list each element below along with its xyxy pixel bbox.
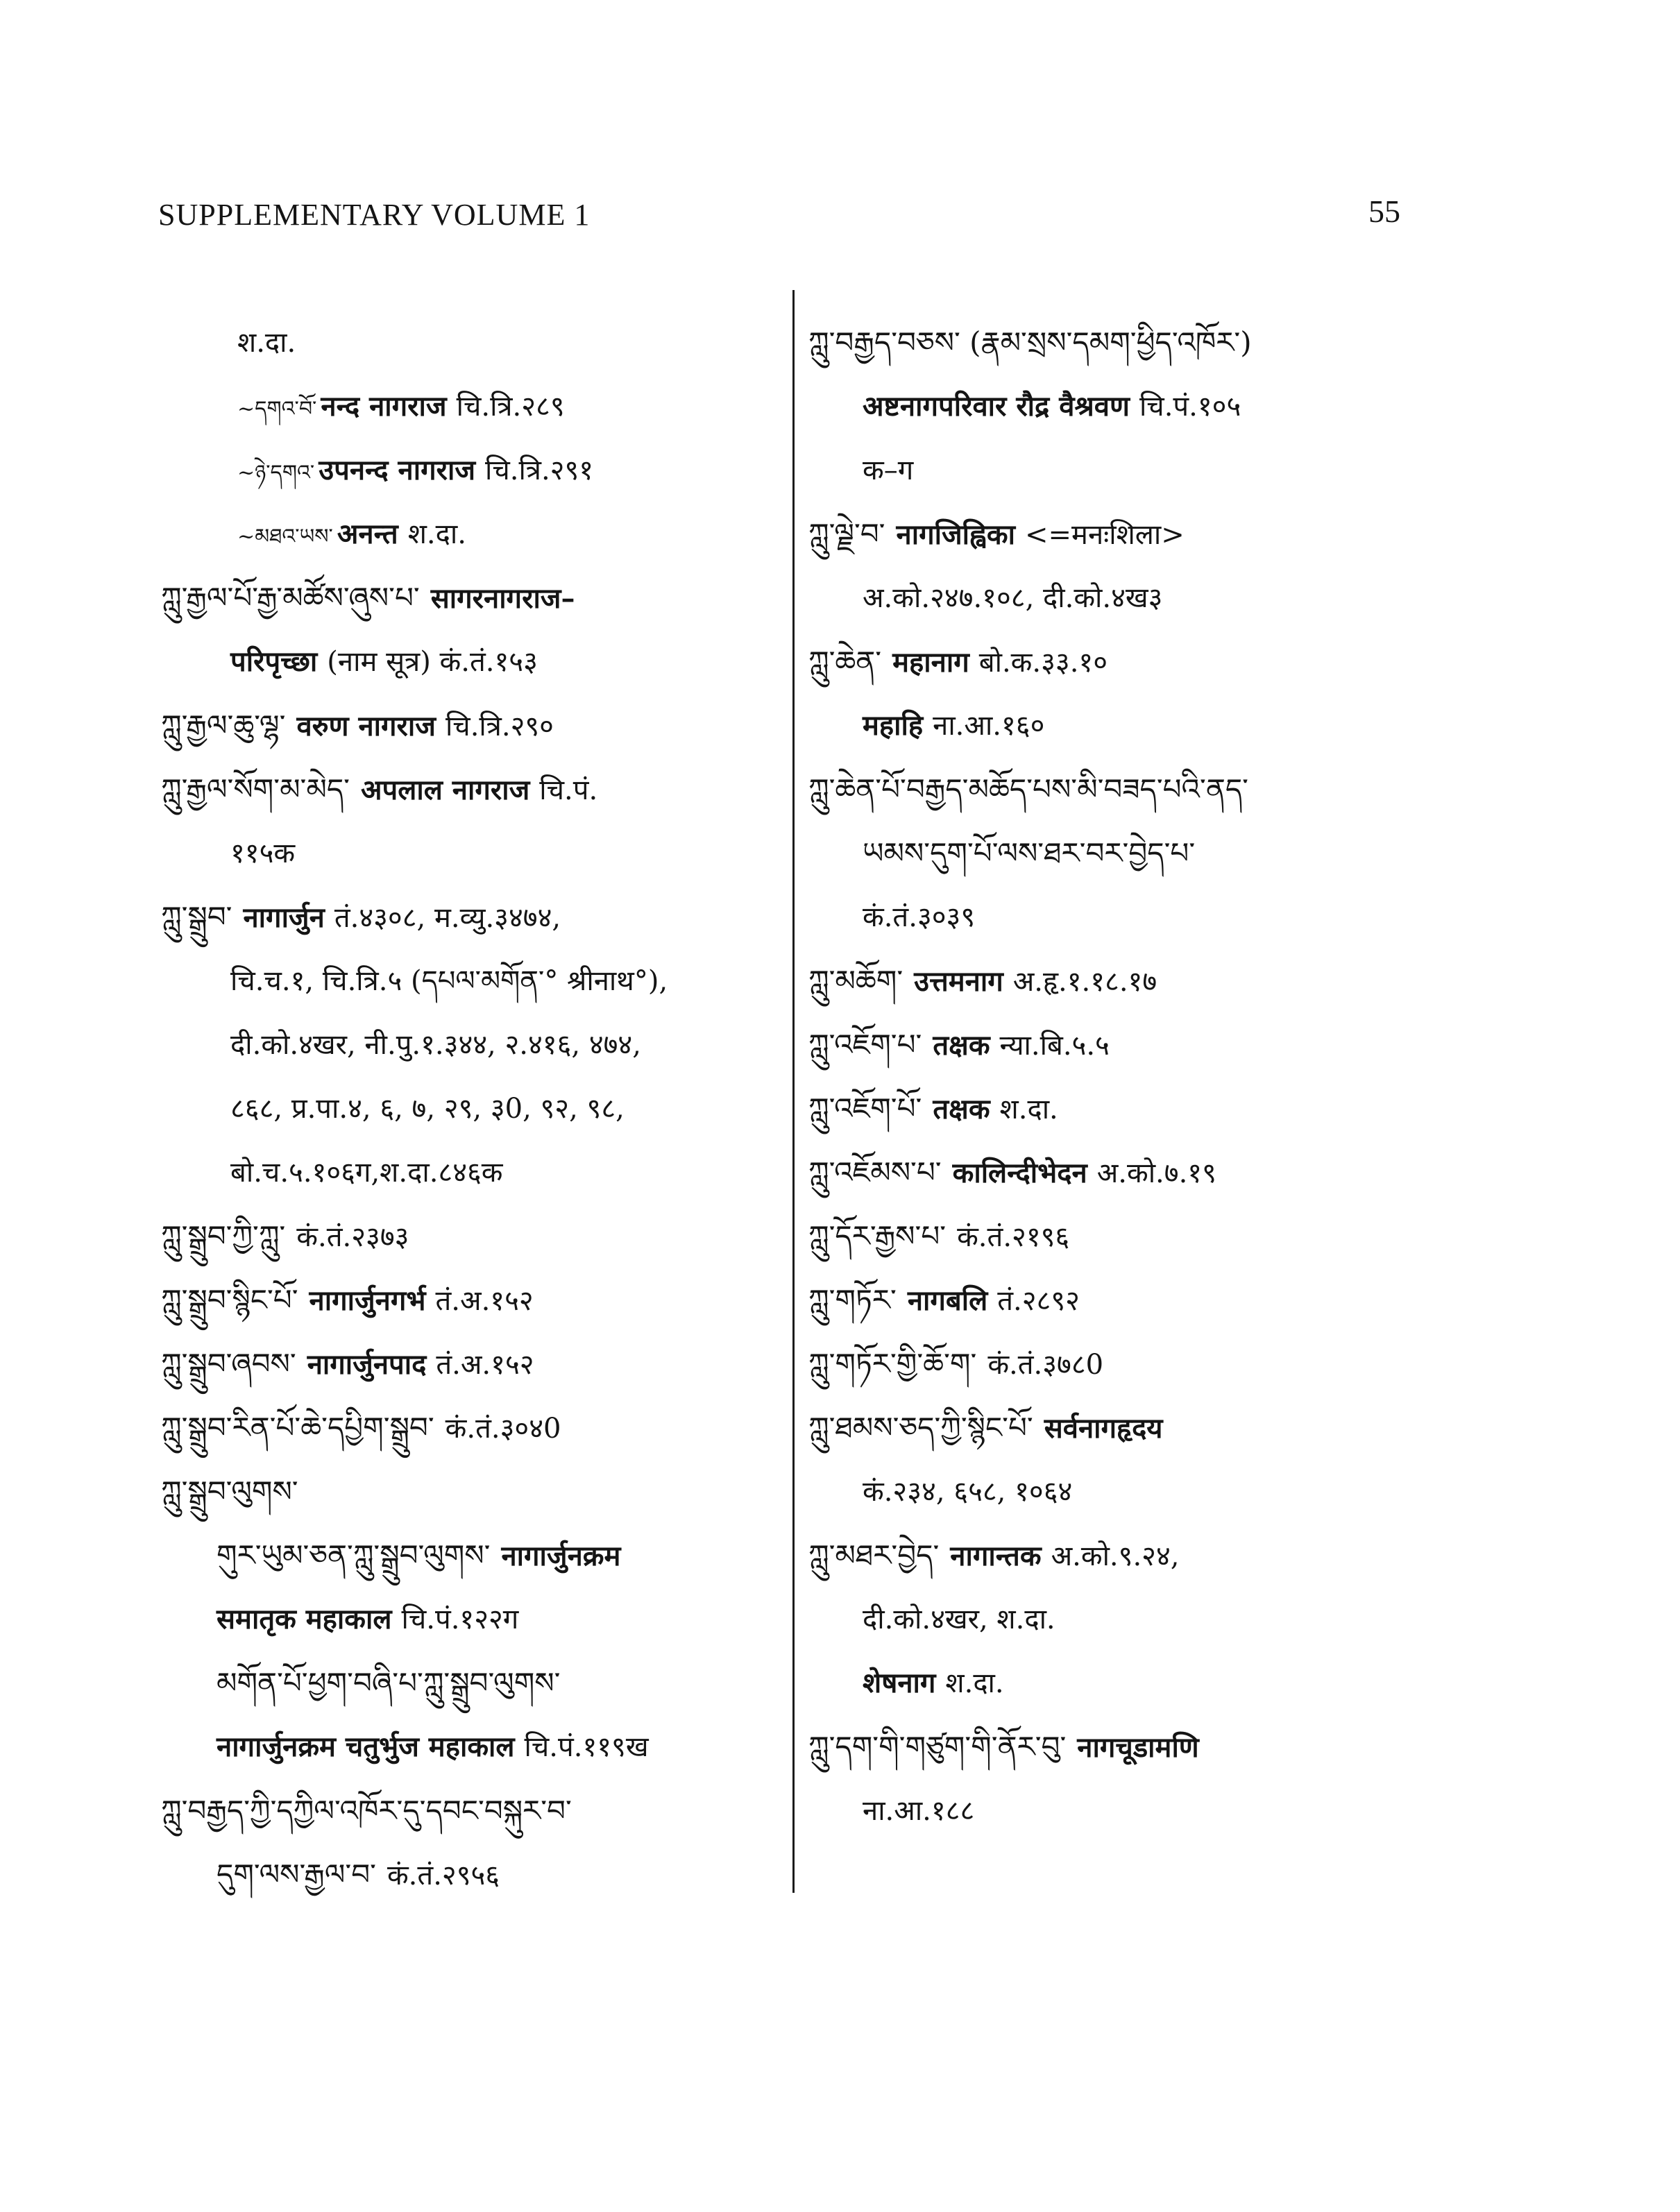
tibetan-term: ཀླུ་འཇོག་པོ་ (808, 1091, 922, 1125)
dictionary-line (161, 949, 779, 1013)
dictionary-line (808, 1779, 1502, 1843)
dictionary-line (161, 1396, 779, 1460)
dictionary-line (161, 566, 779, 630)
sanskrit-term: महानाग (892, 646, 969, 679)
sanskrit-term: सर्वनागहृदय (1044, 1412, 1163, 1445)
tibetan-term: ཀླུ་བརྒྱད་ཀྱི་དཀྱིལ་འཁོར་དུ་དབང་བསྐུར་བ་ (161, 1794, 572, 1828)
tibetan-term: ཀླུ་མཆོག་ (808, 964, 903, 998)
sanskrit-term: उपनन्द नागराज (319, 454, 476, 486)
reference: ११५क (230, 837, 296, 869)
sanskrit-term: नागार्जुनगर्भ (309, 1284, 426, 1317)
dictionary-line (161, 694, 779, 758)
dictionary-line (161, 1460, 779, 1524)
sanskrit-term: नागार्जुनपाद (307, 1348, 427, 1381)
tibetan-term: ཀླུ་སྒྲུབ་ (161, 900, 232, 934)
dictionary-line (161, 1077, 779, 1141)
tibetan-term: ཀླུ་དག་གི་གཙུག་གི་ནོར་བུ་ (808, 1730, 1067, 1764)
left-column (161, 311, 779, 1907)
dictionary-line (808, 1332, 1502, 1396)
dictionary-line (808, 311, 1502, 375)
tibetan-term: ཀླུ་རྒྱལ་ཆུ་ལྷ་ (161, 708, 286, 742)
reference: श.दा. (237, 327, 296, 359)
tibetan-term: མགོན་པོ་ཕྱག་བཞི་པ་ཀླུ་སྒྲུབ་ལུགས་ (217, 1666, 561, 1700)
reference: अ.को.७.१९ (1096, 1157, 1216, 1189)
tibetan-term: ཀླུ་ཆེན་ (808, 645, 882, 679)
dictionary-line (161, 822, 779, 885)
dictionary-line (808, 1460, 1502, 1524)
tibetan-term: ཀླུ་དོར་རྒྱས་པ་ (808, 1219, 947, 1253)
dictionary-line (808, 439, 1502, 502)
sanskrit-term: नागार्जुनक्रम चतुर्भुज महाकाल (217, 1730, 515, 1763)
dictionary-line (161, 1268, 779, 1332)
dictionary-line (161, 885, 779, 949)
dictionary-line (161, 311, 779, 375)
column-divider (792, 290, 795, 1893)
dictionary-line (808, 1588, 1502, 1651)
dictionary-line (161, 630, 779, 694)
reference: ना.आ.१६० (933, 710, 1045, 742)
reference: बो.क.३३.१० (978, 647, 1108, 679)
dictionary-line (808, 1141, 1502, 1205)
reference: चि.पं.११९ख (524, 1731, 649, 1763)
dictionary-line (808, 1524, 1502, 1588)
reference: कं.२३४, ६५८, १०६४ (863, 1476, 1073, 1508)
reference: चि.पं.१२२ग (401, 1603, 519, 1635)
tibetan-term: དུག་ལས་རྒྱལ་བ་ (217, 1857, 376, 1891)
sanskrit-term: नन्द नागराज (321, 390, 447, 423)
reference: तं.४३०८, म.व्यु.३४७४, (334, 902, 561, 934)
tibetan-term: ཡམས་དུག་པོ་ལས་ཐར་བར་བྱེད་པ་ (863, 836, 1196, 870)
dictionary-line (808, 885, 1502, 949)
reference: श.दा. (999, 1094, 1058, 1125)
reference: कं.तं.२१९६ (957, 1221, 1070, 1253)
dictionary-line (161, 502, 779, 566)
reference: चि.त्रि.२८९ (456, 391, 565, 423)
sanskrit-term: तक्षक (933, 1093, 990, 1125)
sanskrit-term: नागान्तक (950, 1540, 1042, 1572)
tibetan-term: ཀླུ་བརྒྱད་བཅས་ (རྣམ་སྲས་དམག་ཕྱིད་འཁོར་) (808, 325, 1252, 359)
tibetan-term: ~ ཉེ་དགའ་ (237, 461, 314, 485)
tibetan-term: ཀླུ་འཇོག་པ་ (808, 1028, 922, 1062)
tibetan-term: ཀླུ་ལྗེ་བ་ (808, 517, 885, 551)
tibetan-term: ཀླུ་སྒྲུབ་ཀྱི་ཀླུ་ (161, 1219, 286, 1253)
sanskrit-term: तक्षक (933, 1029, 990, 1062)
dictionary-line (808, 566, 1502, 630)
sanskrit-term: कालिन्दीभेदन (952, 1157, 1087, 1189)
tibetan-term: ཀླུ་ཆེན་པོ་བརྒྱད་མཆོད་པས་མི་བཟད་པའི་ནད་ (808, 772, 1248, 806)
reference: दी.को.४खर, नी.पु.१.३४४, २.४१६, ४७४, (230, 1029, 641, 1061)
dictionary-line (808, 1396, 1502, 1460)
sanskrit-term: समातृक महाकाल (217, 1603, 392, 1635)
tibetan-term: གུར་ཡུམ་ཅན་ཀླུ་སྒྲུབ་ལུགས་ (217, 1538, 491, 1572)
dictionary-line (161, 1205, 779, 1268)
reference: क–ग (863, 454, 914, 486)
dictionary-line (161, 1524, 779, 1588)
reference: चि.पं.१०५ (1139, 391, 1241, 423)
dictionary-line (161, 1715, 779, 1779)
reference: कं.तं.२९५६ (387, 1860, 500, 1891)
reference: अ.हृ.१.१८.१७ (1012, 966, 1157, 998)
right-column (808, 311, 1502, 1843)
dictionary-line (808, 1268, 1502, 1332)
reference: श.दा. (407, 518, 466, 550)
reference: चि.पं. (539, 774, 598, 806)
tibetan-term: ཀླུ་རྒྱལ་སོག་མ་མེད་ (161, 772, 350, 806)
dictionary-line (808, 758, 1502, 822)
tibetan-term: ~ དགའ་བོ་ (237, 397, 316, 421)
reference: कं.तं.२३७३ (296, 1221, 409, 1253)
dictionary-line (161, 1779, 779, 1843)
reference: अ.को.९.२४, (1051, 1540, 1180, 1572)
reference: ना.आ.१८८ (863, 1795, 975, 1827)
tibetan-term: ཀླུ་ཐམས་ཅད་ཀྱི་སྙིང་པོ་ (808, 1411, 1033, 1445)
reference: बो.च.५.१०६ग,श.दा.८४६क (230, 1157, 503, 1189)
tibetan-term: ཀླུ་སྒྲུབ་ཞབས་ (161, 1347, 296, 1381)
sanskrit-term: शेषनाग (863, 1667, 936, 1699)
dictionary-line (808, 375, 1502, 439)
dictionary-line (808, 1651, 1502, 1715)
sanskrit-term: नागचूडामणि (1077, 1731, 1199, 1764)
reference: <=मनःशिला> (1025, 519, 1185, 551)
dictionary-line (808, 1077, 1502, 1141)
dictionary-line (161, 439, 779, 502)
sanskrit-term: नागजिह्विका (896, 518, 1015, 551)
reference: दी.को.४खर, श.दा. (863, 1603, 1055, 1635)
reference: तं.२८९२ (997, 1285, 1080, 1317)
sanskrit-term: महाहि (863, 709, 924, 742)
reference: न्या.बि.५.५ (999, 1030, 1110, 1062)
tibetan-term: ཀླུ་གཏོར་ (808, 1283, 897, 1317)
dictionary-line (161, 1332, 779, 1396)
reference: (नाम सूत्र) कं.तं.१५३ (327, 646, 538, 678)
dictionary-line (808, 694, 1502, 758)
dictionary-line (161, 1843, 779, 1907)
tibetan-term: ཀླུ་སྒྲུབ་སྙིང་པོ་ (161, 1283, 298, 1317)
sanskrit-term: वरुण नागराज (296, 710, 436, 742)
reference: ८६८, प्र.पा.४, ६, ७, २९, ३0, ९२, ९८, (230, 1093, 625, 1125)
reference: तं.अ.१५२ (435, 1285, 534, 1317)
dictionary-line (808, 1013, 1502, 1077)
sanskrit-term: उत्तमनाग (914, 965, 1003, 998)
tibetan-term: ~ མཐའ་ཡས་ (237, 525, 333, 549)
dictionary-line (161, 1588, 779, 1651)
reference: श.दा. (945, 1667, 1004, 1699)
reference: कं.तं.३०३९ (863, 901, 976, 933)
tibetan-term: ཀླུ་མཐར་བྱེད་ (808, 1538, 940, 1572)
tibetan-term: ཀླུ་རྒྱལ་པོ་རྒྱ་མཚོས་ཞུས་པ་ (161, 581, 420, 615)
dictionary-line (161, 375, 779, 439)
dictionary-line (161, 1651, 779, 1715)
sanskrit-term: अपलाल नागराज (361, 774, 530, 806)
tibetan-term: ཀླུ་གཏོར་གྱི་ཆོ་ག་ (808, 1347, 977, 1381)
reference: चि.त्रि.२९० (445, 711, 554, 742)
reference: चि.च.१, चि.त्रि.५ (དཔལ་མགོན་° श्रीनाथ°), (230, 965, 668, 997)
dictionary-line (161, 758, 779, 822)
dictionary-line (808, 502, 1502, 566)
sanskrit-term: नागार्जुन (243, 901, 325, 934)
dictionary-line (161, 1013, 779, 1077)
reference: कं.तं.३७८0 (987, 1349, 1104, 1381)
sanskrit-term: परिपृच्छा (230, 645, 318, 678)
dictionary-line (808, 949, 1502, 1013)
reference: चि.त्रि.२९१ (485, 454, 594, 486)
dictionary-line (808, 1205, 1502, 1268)
sanskrit-term: नागबलि (907, 1284, 988, 1317)
tibetan-term: ཀླུ་སྒྲུབ་རིན་པོ་ཆེ་དཔྱིག་སྒྲུབ་ (161, 1411, 434, 1445)
sanskrit-term: सागरनागराज– (430, 582, 575, 615)
reference: अ.को.२४७.१०८, दी.को.४ख३ (863, 582, 1163, 614)
running-head: SUPPLEMENTARY VOLUME 1 (158, 198, 591, 232)
sanskrit-term: अनन्त (337, 518, 398, 550)
tibetan-term: ཀླུ་འཇོམས་པ་ (808, 1155, 942, 1189)
dictionary-line (808, 1715, 1502, 1779)
reference: कं.तं.३०४0 (445, 1413, 561, 1445)
tibetan-term: ཀླུ་སྒྲུབ་ལུགས་ (161, 1474, 298, 1508)
sanskrit-term: नागार्जुनक्रम (501, 1540, 621, 1572)
dictionary-line (161, 1141, 779, 1205)
page-number: 55 (1368, 194, 1400, 229)
sanskrit-term: अष्टनागपरिवार रौद्र वैश्रवण (863, 390, 1130, 423)
dictionary-line (808, 822, 1502, 885)
reference: तं.अ.१५२ (436, 1349, 534, 1381)
dictionary-line (808, 630, 1502, 694)
